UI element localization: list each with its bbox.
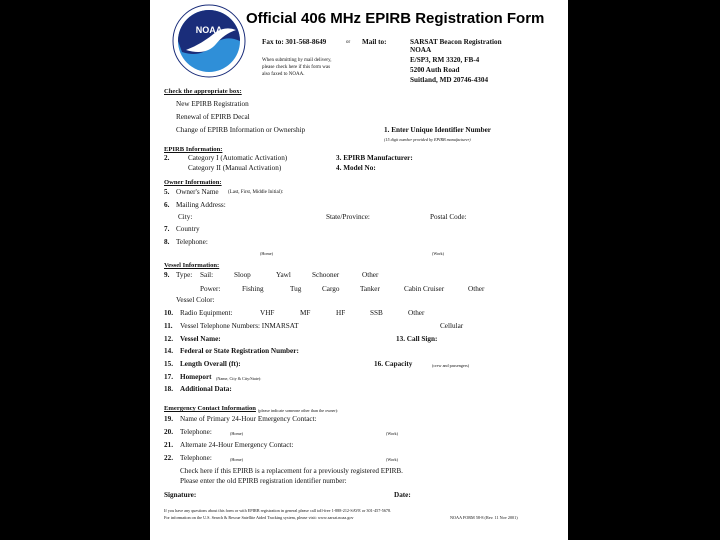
power-tug[interactable]: Tug <box>290 285 302 293</box>
power-cargo[interactable]: Cargo <box>322 285 340 293</box>
signature-label: Signature: <box>164 491 197 499</box>
vessel-color-label: Vessel Color: <box>176 296 215 304</box>
radio-vhf[interactable]: VHF <box>260 309 275 317</box>
check-box-heading: Check the appropriate box: <box>164 88 242 95</box>
fax-line: Fax to: 301-568-8649 <box>262 38 327 46</box>
item-number: 20. <box>164 428 173 436</box>
call-sign-label: 13. Call Sign: <box>396 335 438 343</box>
date-label: Date: <box>394 491 411 499</box>
item-number: 6. <box>164 201 170 209</box>
alternate-telephone-label: Telephone: <box>180 454 212 462</box>
footer-info-line: For information on the U.S. Search & Rescue Satellite Aided Tracking system, please visit: www.sarsat.noaa.gov <box>164 515 354 520</box>
footer-help-line: If you have any questions about this form or with EPIRB registration in general please call toll-free 1-888-212-SAVE or 301-457-5678. <box>164 508 392 513</box>
owner-name-label: Owner's Name <box>176 188 219 196</box>
option-new-registration[interactable]: New EPIRB Registration <box>176 100 249 108</box>
old-uin-label: Please enter the old EPIRB registration identifier number: <box>180 477 347 485</box>
item-number: 9. <box>164 271 170 279</box>
replacement-checkbox-label[interactable]: Check here if this EPIRB is a replacement for a previously registered EPIRB. <box>180 467 403 475</box>
option-renewal[interactable]: Renewal of EPIRB Decal <box>176 113 250 121</box>
address-line: SARSAT Beacon Registration <box>410 38 502 46</box>
vessel-type-label: Type: <box>176 271 193 279</box>
item-number: 8. <box>164 238 170 246</box>
primary-contact-label: Name of Primary 24-Hour Emergency Contact: <box>180 415 317 423</box>
address-line: Suitland, MD 20746-4304 <box>410 76 489 84</box>
option-change-info[interactable]: Change of EPIRB Information or Ownership <box>176 126 306 134</box>
country-label: Country <box>176 225 200 233</box>
power-fishing[interactable]: Fishing <box>242 285 264 293</box>
item-number: 14. <box>164 347 173 355</box>
owner-heading: Owner Information: <box>164 179 222 186</box>
capacity-hint: (crew and passengers) <box>432 363 470 368</box>
or-label: or <box>346 40 351 45</box>
form-identifier: NOAA FORM 58-8 (Rev. 11 Nov 2001) <box>450 515 518 520</box>
manufacturer-label: 3. EPIRB Manufacturer: <box>336 154 413 162</box>
vessel-phone-label: Vessel Telephone Numbers: INMARSAT <box>180 322 299 330</box>
item-number: 7. <box>164 225 170 233</box>
capacity-label: 16. Capacity <box>374 360 413 368</box>
owner-name-hint: (Last, First, Middle Initial): <box>228 190 284 195</box>
type-sail[interactable]: Sail: <box>200 271 214 279</box>
item-number: 12. <box>164 335 173 343</box>
radio-ssb[interactable]: SSB <box>370 309 383 317</box>
length-label: Length Overall (ft): <box>180 360 241 368</box>
type-sloop[interactable]: Sloop <box>234 271 251 279</box>
uin-note: (15 digit number provided by EPIRB manufacturer) <box>384 137 471 142</box>
mail-note-line: When submitting by mail delivery, <box>262 58 332 63</box>
item-number: 19. <box>164 415 173 423</box>
radio-mf[interactable]: MF <box>300 309 311 317</box>
mail-to-label: Mail to: <box>362 38 387 46</box>
home-hint: (Home) <box>230 457 244 462</box>
city-label: City: <box>178 213 193 221</box>
mail-note-line: please check here if this form was <box>262 65 331 70</box>
model-label: 4. Model No: <box>336 164 376 172</box>
item-number: 21. <box>164 441 173 449</box>
item-number: 15. <box>164 360 173 368</box>
registration-number-label: Federal or State Registration Number: <box>180 347 299 355</box>
work-hint: (Work) <box>386 457 398 462</box>
logo-text: NOAA <box>195 25 223 35</box>
emergency-heading-hint: (please indicate someone other than the owner): <box>258 408 339 413</box>
work-hint: (Work) <box>386 431 398 436</box>
vessel-name-label: Vessel Name: <box>180 335 221 343</box>
vessel-heading: Vessel Information: <box>164 262 220 269</box>
home-hint: (Home) <box>260 251 274 256</box>
homeport-hint: (Name, City & City/State): <box>216 376 262 381</box>
home-hint: (Home) <box>230 431 244 436</box>
address-line: 5200 Auth Road <box>410 66 460 74</box>
item-number: 17. <box>164 373 173 381</box>
telephone-label: Telephone: <box>176 238 208 246</box>
option-category-1[interactable]: Category I (Automatic Activation) <box>188 154 288 162</box>
form-title: Official 406 MHz EPIRB Registration Form <box>246 10 545 27</box>
type-schooner[interactable]: Schooner <box>312 271 340 279</box>
radio-hf[interactable]: HF <box>336 309 346 317</box>
address-line: NOAA <box>410 46 432 54</box>
alternate-contact-label: Alternate 24-Hour Emergency Contact: <box>180 441 294 449</box>
item-number: 11. <box>164 322 173 330</box>
noaa-seal-icon <box>172 4 246 78</box>
radio-equipment-label: Radio Equipment: <box>180 309 233 317</box>
state-label: State/Province: <box>326 213 370 221</box>
item-number: 18. <box>164 385 173 393</box>
emergency-heading: Emergency Contact Information <box>164 405 256 412</box>
primary-telephone-label: Telephone: <box>180 428 212 436</box>
item-number: 10. <box>164 309 173 317</box>
type-yawl[interactable]: Yawl <box>276 271 291 279</box>
uin-label: 1. Enter Unique Identifier Number <box>384 126 491 134</box>
item-number: 22. <box>164 454 173 462</box>
power-tanker[interactable]: Tanker <box>360 285 380 293</box>
postal-label: Postal Code: <box>430 213 467 221</box>
cellular-label: Cellular <box>440 322 464 330</box>
address-line: E/SP3, RM 3320, FB-4 <box>410 56 480 64</box>
power-cabin-cruiser[interactable]: Cabin Cruiser <box>404 285 445 293</box>
power-other[interactable]: Other <box>468 285 485 293</box>
radio-other[interactable]: Other <box>408 309 425 317</box>
registration-form-page <box>150 0 568 540</box>
epirb-heading: EPIRB Information: <box>164 146 223 153</box>
additional-data-label: Additional Data: <box>180 385 232 393</box>
homeport-label: Homeport <box>180 373 212 381</box>
power-label: Power: <box>200 285 221 293</box>
type-other[interactable]: Other <box>362 271 379 279</box>
mail-note-line: also faxed to NOAA. <box>262 72 305 77</box>
work-hint: (Work) <box>432 251 444 256</box>
option-category-2[interactable]: Category II (Manual Activation) <box>188 164 282 172</box>
item-number: 5. <box>164 188 170 196</box>
item-number: 2. <box>164 154 170 162</box>
mailing-address-label: Mailing Address: <box>176 201 226 209</box>
